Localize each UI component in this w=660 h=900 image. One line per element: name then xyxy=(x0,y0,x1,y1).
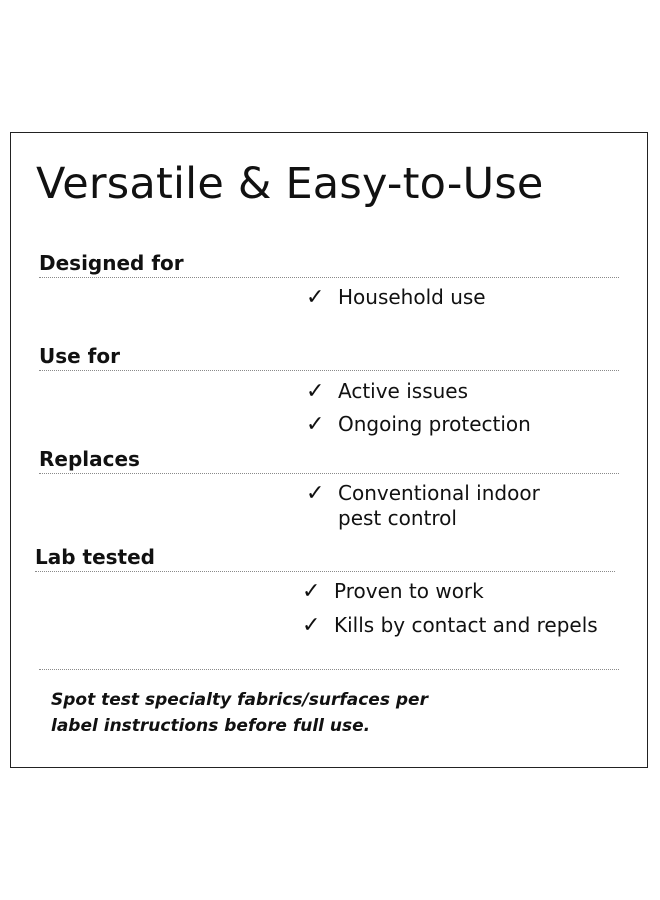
list-item-label: Conventional indoor pest control xyxy=(338,481,540,530)
section-heading-designed-for: Designed for xyxy=(39,251,184,275)
checkmark-icon: ✓ xyxy=(306,285,325,310)
section-divider xyxy=(35,571,615,572)
section-heading-replaces: Replaces xyxy=(39,447,140,471)
footnote-divider xyxy=(39,669,619,670)
disclaimer-footnote xyxy=(51,687,428,739)
checkmark-icon: ✓ xyxy=(302,613,321,638)
section-divider xyxy=(39,473,619,474)
checkmark-icon: ✓ xyxy=(306,379,325,404)
list-item-label: Proven to work xyxy=(334,579,484,603)
list-item xyxy=(306,285,486,310)
checkmark-icon: ✓ xyxy=(302,579,321,604)
feature-card xyxy=(10,132,648,768)
section-heading-use-for: Use for xyxy=(39,344,120,368)
list-item xyxy=(306,379,468,404)
list-item-label: Household use xyxy=(338,285,486,309)
footnote-line: label instructions before full use. xyxy=(51,716,371,736)
section-divider xyxy=(39,277,619,278)
footnote-line: Spot test specialty fabrics/surfaces per xyxy=(51,690,428,710)
checkmark-icon: ✓ xyxy=(306,412,325,437)
list-item-label: Ongoing protection xyxy=(338,412,531,436)
checkmark-icon: ✓ xyxy=(306,481,325,506)
section-divider xyxy=(39,370,619,371)
section-heading-lab-tested: Lab tested xyxy=(35,545,155,569)
list-item xyxy=(302,579,484,604)
list-item xyxy=(302,613,598,638)
list-item-label: Active issues xyxy=(338,379,469,403)
list-item xyxy=(306,412,531,437)
page-title: Versatile & Easy-to-Use xyxy=(36,159,544,209)
list-item-label: Kills by contact and repels xyxy=(334,613,598,637)
list-item xyxy=(306,481,540,531)
